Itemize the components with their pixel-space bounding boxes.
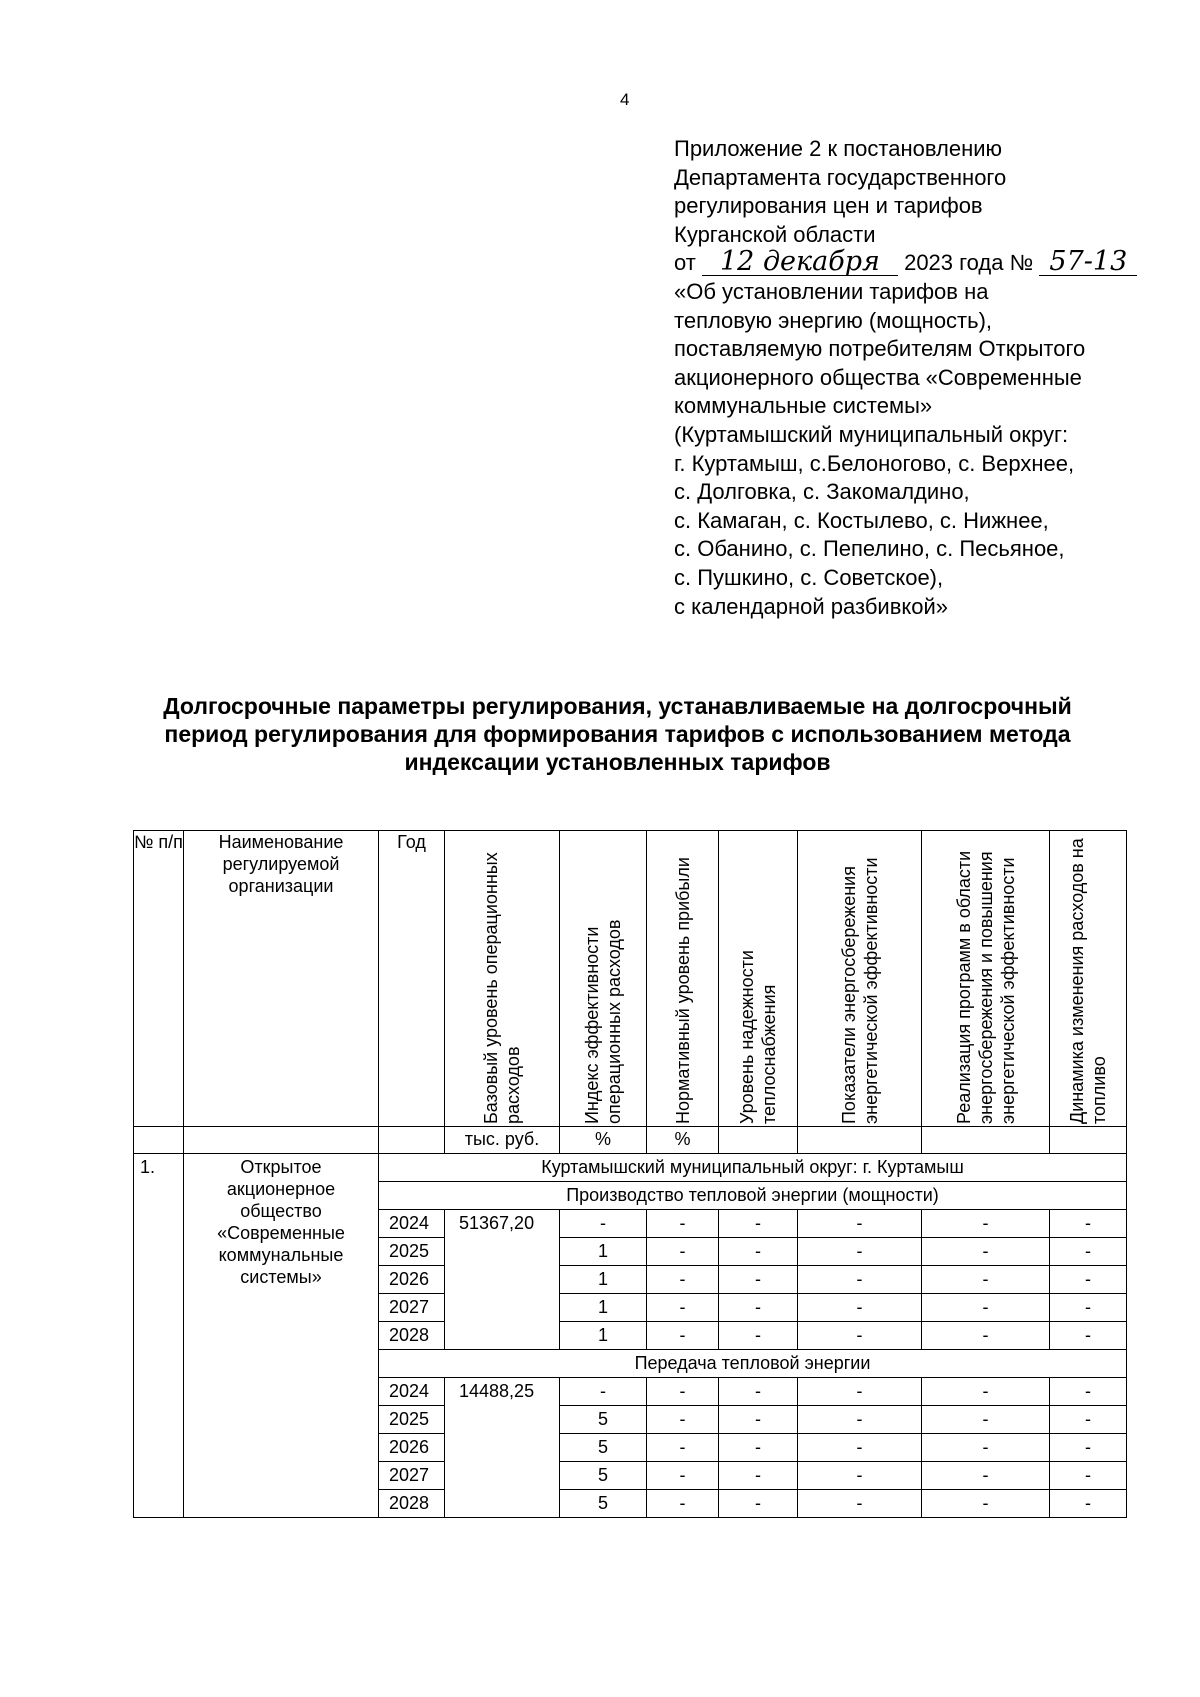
header-programs-cell <box>922 831 1050 1127</box>
district-label: Куртамышский муниципальный округ: г. Куртамыш <box>379 1154 1127 1182</box>
energy-cell: - <box>798 1490 922 1518</box>
reliability-cell: - <box>719 1406 798 1434</box>
organization-name: Открытое акционерное общество «Современные коммунальные системы» <box>184 1154 379 1518</box>
header-energy: Показатели энергосбережения энергетической эффективности <box>838 856 881 1124</box>
units-row <box>134 1127 1127 1154</box>
handwritten-date: 12 декабря <box>702 249 898 276</box>
programs-cell: - <box>922 1294 1050 1322</box>
index-cell: 1 <box>560 1322 647 1350</box>
header-profit: Нормативный уровень прибыли <box>672 856 693 1124</box>
document-title: Долгосрочные параметры регулирования, устанавливаемые на долгосрочный период регулирования для формирования тарифов с использованием метода индексации установленных тарифов <box>163 693 1072 775</box>
profit-cell: - <box>647 1378 719 1406</box>
energy-cell: - <box>798 1322 922 1350</box>
energy-cell: - <box>798 1238 922 1266</box>
profit-cell: - <box>647 1322 719 1350</box>
programs-cell: - <box>922 1490 1050 1518</box>
unit-base: тыс. руб. <box>445 1127 560 1154</box>
fuel-cell: - <box>1050 1322 1127 1350</box>
profit-cell: - <box>647 1462 719 1490</box>
subject-line: г. Куртамыш, с.Белоногово, с. Верхнее, <box>674 450 1075 476</box>
reliability-cell: - <box>719 1378 798 1406</box>
unit-profit: % <box>647 1127 719 1154</box>
profit-cell: - <box>647 1434 719 1462</box>
energy-cell: - <box>798 1266 922 1294</box>
subject-line: «Об установлении тарифов на <box>674 278 989 304</box>
header-index-cell <box>560 831 647 1127</box>
header-base: Базовый уровень операционных расходов <box>481 851 523 1124</box>
year-cell: 2025 <box>379 1238 445 1266</box>
energy-cell: - <box>798 1210 922 1238</box>
header-num: № п/п <box>134 831 184 1127</box>
profit-cell: - <box>647 1294 719 1322</box>
page-number: 4 <box>620 90 630 109</box>
year-cell: 2026 <box>379 1434 445 1462</box>
fuel-cell: - <box>1050 1378 1127 1406</box>
index-cell: 1 <box>560 1294 647 1322</box>
header-energy-cell <box>798 831 922 1127</box>
programs-cell: - <box>922 1266 1050 1294</box>
appendix-block <box>674 135 1137 621</box>
energy-cell: - <box>798 1434 922 1462</box>
fuel-cell: - <box>1050 1294 1127 1322</box>
appendix-line: Курганской области <box>674 221 876 247</box>
year-cell: 2024 <box>379 1378 445 1406</box>
base-cost-cell: 51367,20 <box>445 1210 560 1350</box>
reliability-cell: - <box>719 1294 798 1322</box>
header-year: Год <box>379 831 445 1127</box>
year-cell: 2028 <box>379 1322 445 1350</box>
fuel-cell: - <box>1050 1238 1127 1266</box>
programs-cell: - <box>922 1434 1050 1462</box>
appendix-line: регулирования цен и тарифов <box>674 193 983 219</box>
subject-line: с. Обанино, с. Пепелино, с. Песьяное, <box>674 536 1065 562</box>
index-cell: 1 <box>560 1238 647 1266</box>
header-index: Индекс эффективности операционных расходов <box>582 919 624 1124</box>
row-number: 1. <box>134 1154 184 1518</box>
index-cell: - <box>560 1378 647 1406</box>
index-cell: 5 <box>560 1490 647 1518</box>
reliability-cell: - <box>719 1266 798 1294</box>
appendix-date-line <box>674 246 1137 278</box>
programs-cell: - <box>922 1210 1050 1238</box>
section-name: Производство тепловой энергии (мощности) <box>379 1182 1127 1210</box>
subject-line: с. Долговка, с. Закомалдино, <box>674 479 970 505</box>
programs-cell: - <box>922 1378 1050 1406</box>
header-reliability-cell <box>719 831 798 1127</box>
header-row <box>134 831 1127 1127</box>
reliability-cell: - <box>719 1238 798 1266</box>
index-cell: 5 <box>560 1406 647 1434</box>
header-base-cell <box>445 831 560 1127</box>
header-reliability: Уровень надежности теплоснабжения <box>737 949 779 1124</box>
year-cell: 2027 <box>379 1462 445 1490</box>
reliability-cell: - <box>719 1434 798 1462</box>
year-cell: 2026 <box>379 1266 445 1294</box>
header-org: Наименование регулируемой организации <box>184 831 379 1127</box>
year-cell: 2025 <box>379 1406 445 1434</box>
profit-cell: - <box>647 1238 719 1266</box>
subject-line: тепловую энергию (мощность), <box>674 307 993 333</box>
profit-cell: - <box>647 1266 719 1294</box>
base-cost-cell: 14488,25 <box>445 1378 560 1518</box>
energy-cell: - <box>798 1462 922 1490</box>
index-cell: 5 <box>560 1462 647 1490</box>
fuel-cell: - <box>1050 1462 1127 1490</box>
year-cell: 2028 <box>379 1490 445 1518</box>
fuel-cell: - <box>1050 1210 1127 1238</box>
profit-cell: - <box>647 1406 719 1434</box>
fuel-cell: - <box>1050 1490 1127 1518</box>
index-cell: 1 <box>560 1266 647 1294</box>
section-name: Передача тепловой энергии <box>379 1350 1127 1378</box>
header-profit-cell <box>647 831 719 1127</box>
fuel-cell: - <box>1050 1434 1127 1462</box>
profit-cell: - <box>647 1210 719 1238</box>
year-cell: 2024 <box>379 1210 445 1238</box>
energy-cell: - <box>798 1378 922 1406</box>
index-cell: - <box>560 1210 647 1238</box>
programs-cell: - <box>922 1462 1050 1490</box>
reliability-cell: - <box>719 1322 798 1350</box>
profit-cell: - <box>647 1490 719 1518</box>
header-fuel-cell <box>1050 831 1127 1127</box>
appendix-line: Департамента государственного <box>674 164 1007 190</box>
energy-cell: - <box>798 1294 922 1322</box>
district-row <box>134 1154 1127 1182</box>
handwritten-number: 57-13 <box>1039 249 1137 276</box>
unit-index: % <box>560 1127 647 1154</box>
programs-cell: - <box>922 1238 1050 1266</box>
header-fuel: Динамика изменения расходов на топливо <box>1067 837 1109 1124</box>
programs-cell: - <box>922 1322 1050 1350</box>
index-cell: 5 <box>560 1434 647 1462</box>
reliability-cell: - <box>719 1210 798 1238</box>
parameters-table <box>133 830 1127 1518</box>
appendix-line: Приложение 2 к постановлению <box>674 136 1003 161</box>
subject-line: с. Пушкино, с. Советское), <box>674 564 944 590</box>
subject-line: (Куртамышский муниципальный округ: <box>674 421 1069 447</box>
reliability-cell: - <box>719 1490 798 1518</box>
subject-line: коммунальные системы» <box>674 393 933 419</box>
year-text: 2023 года № <box>904 250 1034 276</box>
fuel-cell: - <box>1050 1406 1127 1434</box>
subject-line: поставляемую потребителям Открытого <box>674 336 1086 362</box>
reliability-cell: - <box>719 1462 798 1490</box>
fuel-cell: - <box>1050 1266 1127 1294</box>
header-programs: Реализация программ в области энергосбережения и повышения энергетической эффективности <box>953 850 1018 1124</box>
subject-line: с. Камаган, с. Костылево, с. Нижнее, <box>674 507 1049 533</box>
year-cell: 2027 <box>379 1294 445 1322</box>
subject-line: с календарной разбивкой» <box>674 593 949 619</box>
energy-cell: - <box>798 1406 922 1434</box>
programs-cell: - <box>922 1406 1050 1434</box>
date-prefix: от <box>674 250 696 276</box>
subject-line: акционерного общества «Современные <box>674 364 1082 390</box>
